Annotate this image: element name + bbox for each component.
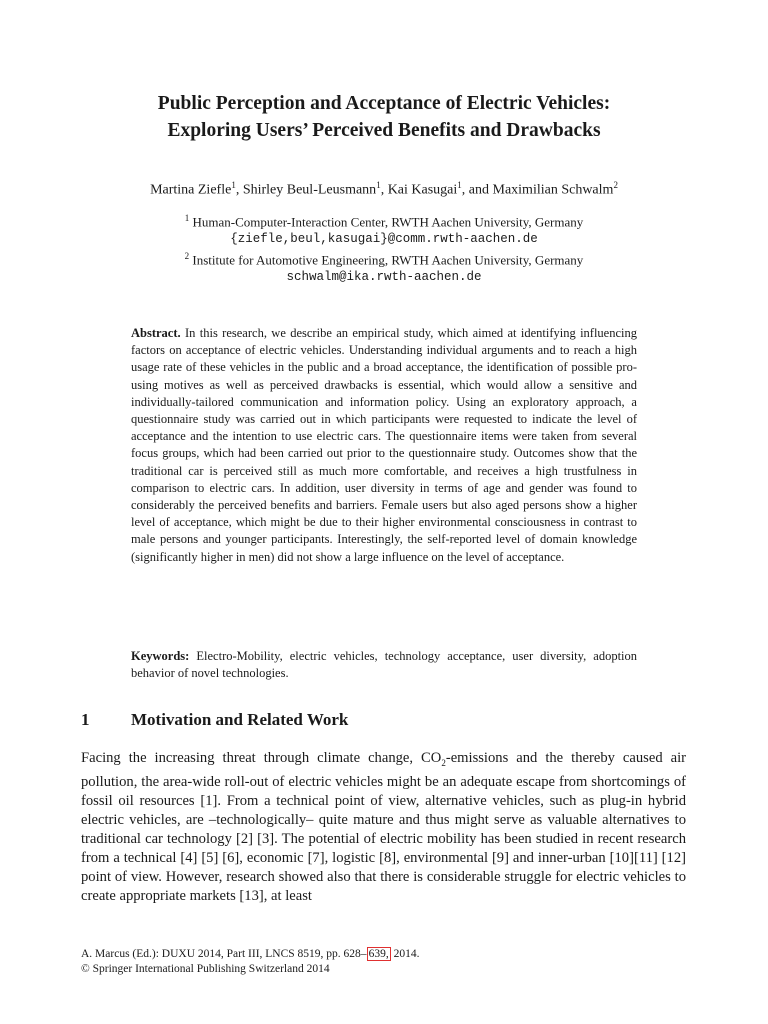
citation-line bbox=[81, 947, 419, 962]
footer bbox=[81, 947, 419, 977]
author-separator: , bbox=[380, 182, 388, 198]
affiliation-number: 1 bbox=[184, 213, 190, 223]
body-text-start: Facing the increasing threat through climate change, CO bbox=[81, 750, 442, 766]
author-name: Kai Kasugai bbox=[387, 182, 458, 198]
abstract bbox=[131, 325, 637, 566]
keywords bbox=[131, 648, 637, 682]
body-text-rest: -emissions and the thereby caused air pollution, the area-wide roll-out of electric vehicles might be an adequate escape from shortcomings of fossil oil resources [1]. From a technical point of view, alternative vehicles, such as plug-in hybrid electric vehicles, are –technologically– quite mature and thus might serve as valuable alternatives to traditional car technology [2] [3]. The potential of electric mobility has been studied in recent research from a technical [4] [5] [6], economic [7], logistic [8], environmental [9] and inner-urban [10][11] [12] point of view. However, research showed also that there is considerable struggle for electric vehicles to create appropriate markets [13], at least bbox=[81, 750, 687, 904]
affiliation-email: schwalm@ika.rwth-aachen.de bbox=[286, 270, 482, 285]
author-separator: , bbox=[235, 182, 243, 198]
affiliation-1 bbox=[60, 210, 708, 231]
affiliations bbox=[60, 210, 708, 287]
author-separator: , and bbox=[461, 182, 493, 198]
co2-subscript: 2 bbox=[441, 757, 446, 768]
affiliation-email: {ziefle,beul,kasugai}@comm.rwth-aachen.de bbox=[230, 231, 538, 246]
section-title: Motivation and Related Work bbox=[131, 710, 349, 729]
section-number: 1 bbox=[81, 710, 90, 729]
author-list bbox=[40, 176, 728, 200]
section-body bbox=[81, 749, 686, 906]
author-name: Martina Ziefle bbox=[150, 182, 232, 198]
author-affiliation-mark: 1 bbox=[231, 180, 236, 190]
section-heading bbox=[81, 709, 348, 731]
affiliation-institution: Human-Computer-Interaction Center, RWTH Aachen University, Germany bbox=[192, 214, 584, 230]
author-name: Maximilian Schwalm bbox=[492, 182, 614, 198]
keywords-text: Electro-Mobility, electric vehicles, technology acceptance, user diversity, adoption behavior of novel technologies. bbox=[131, 649, 638, 681]
affiliation-number: 2 bbox=[184, 251, 190, 262]
author-affiliation-mark: 2 bbox=[613, 180, 618, 190]
page-end-link[interactable]: 639, bbox=[368, 948, 389, 960]
author-affiliation-mark: 1 bbox=[457, 180, 462, 190]
keywords-label: Keywords: bbox=[131, 649, 190, 663]
author-affiliation-mark: 1 bbox=[376, 180, 381, 190]
citation-suffix: 2014. bbox=[390, 948, 420, 960]
affiliation-institution: Institute for Automotive Engineering, RWTH Aachen University, Germany bbox=[192, 252, 584, 268]
abstract-label: Abstract. bbox=[131, 326, 181, 340]
title-line-2: Exploring Users’ Perceived Benefits and Drawbacks bbox=[167, 120, 601, 141]
paper-title bbox=[60, 90, 708, 144]
citation-prefix: A. Marcus (Ed.): DUXU 2014, Part III, LNCS 8519, pp. 628– bbox=[81, 948, 367, 960]
copyright-line: © Springer International Publishing Switzerland 2014 bbox=[81, 963, 330, 975]
abstract-text: In this research, we describe an empirical study, which aimed at identifying influencing factors on acceptance of electric vehicles. Understanding individual arguments and to reach a high usage rate of these vehicles in the public and a broad acceptance, the identification of possible pro-using motives as well as perceived drawbacks is essential, which would allow a sensitive and individually-tailored communication and information policy. Using an exploratory approach, a questionnaire study was carried out in which participants were requested to indicate the level of acceptance and the intention to use electric cars. The questionnaire items were taken from several focus groups, which had been carried out prior to the questionnaire study. Outcomes show that the traditional car is perceived still as much more comfortable, and receives a high trustfulness in comparison to electric cars. In addition, user diversity in terms of age and gender was found to considerably the perceived benefits and barriers. Female users but also aged persons show a higher level of acceptance, which might be due to their higher environmental consciousness in contrast to male persons and younger participants. Interestingly, the self-reported level of domain knowledge (significantly higher in men) did not show a large influence on the level of acceptance. bbox=[131, 326, 637, 564]
affiliation-2 bbox=[60, 248, 708, 269]
author-name: Shirley Beul-Leusmann bbox=[242, 182, 377, 198]
title-line-1: Public Perception and Acceptance of Electric Vehicles: bbox=[157, 93, 611, 114]
